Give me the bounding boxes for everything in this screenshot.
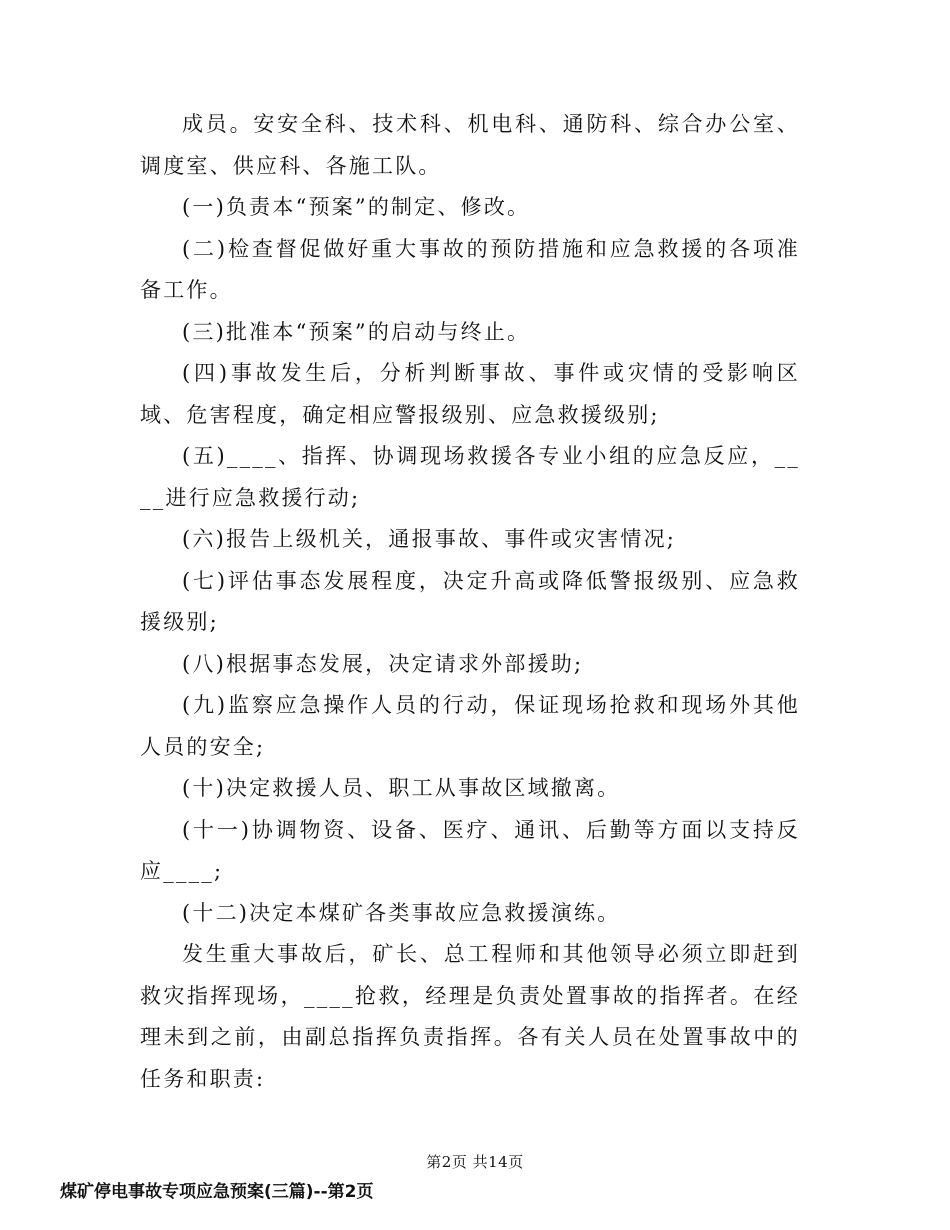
- paragraph-item-8: (八)根据事态发展，决定请求外部援助;: [182, 651, 584, 676]
- paragraph-item-2: (二)检查督促做好重大事故的预防措施和应急救援的各项准备工作。: [140, 236, 800, 302]
- paragraph-item-9: (九)监察应急操作人员的行动，保证现场抢救和现场外其他人员的安全;: [140, 693, 800, 759]
- paragraph-item-10: (十)决定救援人员、职工从事故区域撤离。: [182, 776, 621, 800]
- page-indicator: 第2页 共14页: [426, 1153, 524, 1171]
- paragraph-members: 成员。安安全科、技术科、机电科、通防科、综合办公室、调度室、供应科、各施工队。: [140, 112, 800, 178]
- paragraph-item-11: (十一)协调物资、设备、医疗、通讯、后勤等方面以支持反应____;: [140, 817, 800, 883]
- paragraph-item-5: (五)____、指挥、协调现场救援各专业小组的应急反应，____进行应急救援行动;: [140, 444, 800, 510]
- paragraph-item-6: (六)报告上级机关，通报事故、事件或灾害情况;: [182, 527, 677, 551]
- paragraph-item-12: (十二)决定本煤矿各类事故应急救援演练。: [182, 900, 621, 925]
- paragraph-item-1: (一)负责本“预案”的制定、修改。: [182, 195, 531, 219]
- paragraph-item-7: (七)评估事态发展程度，决定升高或降低警报级别、应急救援级别;: [140, 568, 800, 634]
- document-footer-title: 煤矿停电事故专项应急预案(三篇)--第2页: [60, 1182, 374, 1202]
- paragraph-item-3: (三)批准本“预案”的启动与终止。: [182, 319, 531, 344]
- paragraph-item-4: (四)事故发生后，分析判断事故、事件或灾情的受影响区域、危害程度，确定相应警报级别、应急救援级别;: [140, 361, 800, 427]
- paragraph-command-duties: 发生重大事故后，矿长、总工程师和其他领导必须立即赶到救灾指挥现场，____抢救，经理是负责处置事故的指挥者。在经理未到之前，由副总指挥负责指挥。各有关人员在处置事故中的任务和职责:: [140, 942, 800, 1091]
- document-body: [140, 104, 800, 1100]
